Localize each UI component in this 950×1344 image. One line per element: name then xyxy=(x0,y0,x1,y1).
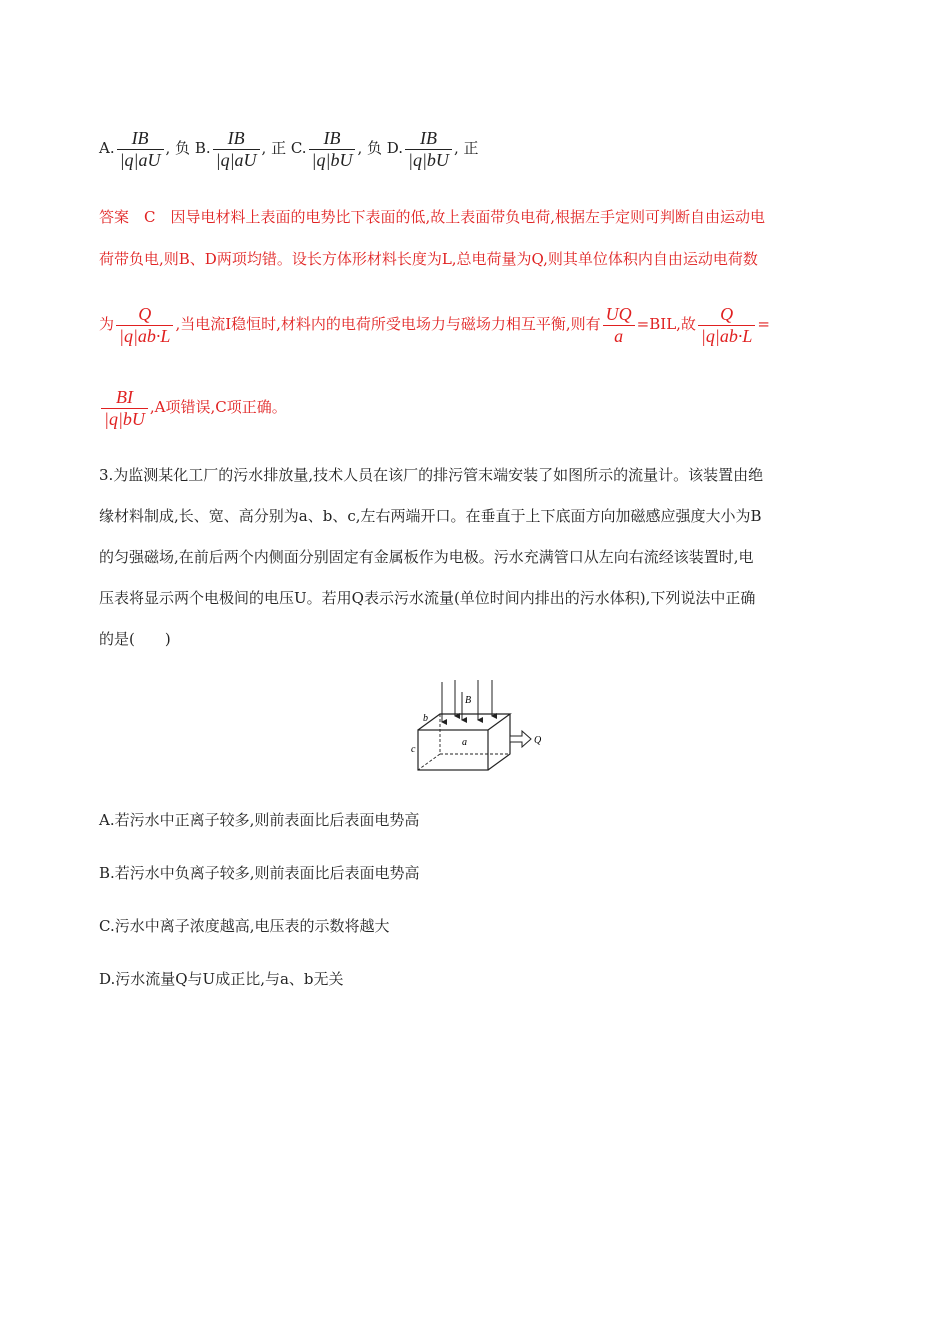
option-c-suffix: , 负 D. xyxy=(357,139,404,158)
question-line: 压表将显示两个电极间的电压U。若用Q表示污水流量(单位时间内排出的污水体积),下列说法中正确 xyxy=(99,589,756,607)
answer-line3-pre: 为 xyxy=(99,315,115,334)
fraction-numerator: IB xyxy=(309,128,356,150)
option-d: D.污水流量Q与U成正比,与a、b无关 xyxy=(99,970,344,988)
fraction-numerator: IB xyxy=(213,128,260,150)
option-d-fraction xyxy=(405,128,452,170)
fraction-denominator: |q|ab·L xyxy=(700,325,753,346)
label-B: B xyxy=(465,695,472,706)
answer-line-2: 荷带负电,则B、D两项均错。设长方体形材料长度为L,总电荷量为Q,则其单位体积内自由运动电荷数 xyxy=(99,250,758,268)
question-3-text xyxy=(99,455,859,660)
option-a-suffix: , 负 B. xyxy=(165,139,211,158)
answer-line4-end: ,A项错误,C项正确。 xyxy=(149,398,287,417)
option-c-fraction xyxy=(309,128,356,170)
box-top-face xyxy=(418,714,510,730)
label-Q: Q xyxy=(534,735,542,746)
question-line: 3.为监测某化工厂的污水排放量,技术人员在该厂的排污管末端安装了如图所示的流量计。该装置由绝 xyxy=(99,466,764,484)
fraction-numerator: BI xyxy=(101,387,148,409)
label-b: b xyxy=(423,713,428,724)
fraction-denominator: |q|bU xyxy=(311,149,353,170)
answer-line3-end: = xyxy=(757,315,770,334)
box-front-face xyxy=(418,730,488,770)
flow-arrow xyxy=(510,731,531,747)
fraction-denominator: |q|bU xyxy=(408,149,449,170)
option-a: A.若污水中正离子较多,则前表面比后表面电势高 xyxy=(99,811,420,829)
option-b: B.若污水中负离子较多,则前表面比后表面电势高 xyxy=(99,864,420,882)
hidden-edge xyxy=(418,754,440,770)
answer-line-3 xyxy=(99,304,770,346)
fraction-numerator: Q xyxy=(698,304,755,326)
answer-fraction-2 xyxy=(603,304,635,346)
label-a: a xyxy=(462,737,467,748)
option-b-suffix: , 正 C. xyxy=(261,139,307,158)
option-a-fraction xyxy=(117,128,164,170)
fraction-numerator: UQ xyxy=(603,304,635,326)
fraction-denominator: a xyxy=(614,325,624,346)
answer-fraction-3 xyxy=(698,304,755,346)
label-c: c xyxy=(411,744,416,755)
option-a-prefix: A. xyxy=(99,139,115,158)
option-b-fraction xyxy=(213,128,260,170)
option-d-suffix: , 正 xyxy=(453,139,479,158)
fraction-denominator: |q|aU xyxy=(119,149,161,170)
flow-meter-figure xyxy=(410,678,550,780)
option-c: C.污水中离子浓度越高,电压表的示数将越大 xyxy=(99,917,390,935)
answer-line3-mid2: =BIL,故 xyxy=(636,315,696,334)
fraction-numerator: IB xyxy=(117,128,164,150)
question-line: 的匀强磁场,在前后两个内侧面分别固定有金属板作为电极。污水充满管口从左向右流经该装置时,电 xyxy=(99,548,754,566)
answer-fraction-4 xyxy=(101,387,148,429)
flow-meter-diagram xyxy=(410,678,550,776)
fraction-numerator: IB xyxy=(405,128,452,150)
fraction-denominator: |q|ab·L xyxy=(119,325,171,346)
answer-line3-mid: ,当电流I稳恒时,材料内的电荷所受电场力与磁场力相互平衡,则有 xyxy=(175,315,601,334)
prev-options-row xyxy=(99,128,478,170)
question-line: 的是( ) xyxy=(99,630,171,648)
fraction-numerator: Q xyxy=(116,304,173,326)
answer-fraction-1 xyxy=(116,304,173,346)
answer-line-1: 答案 C 因导电材料上表面的电势比下表面的低,故上表面带负电荷,根据左手定则可判断自由运动电 xyxy=(99,208,766,226)
answer-line-4 xyxy=(99,387,287,429)
fraction-denominator: |q|bU xyxy=(104,408,145,429)
fraction-denominator: |q|aU xyxy=(215,149,257,170)
question-line: 缘材料制成,长、宽、高分别为a、b、c,左右两端开口。在垂直于上下底面方向加磁感应强度大小为B xyxy=(99,507,762,525)
